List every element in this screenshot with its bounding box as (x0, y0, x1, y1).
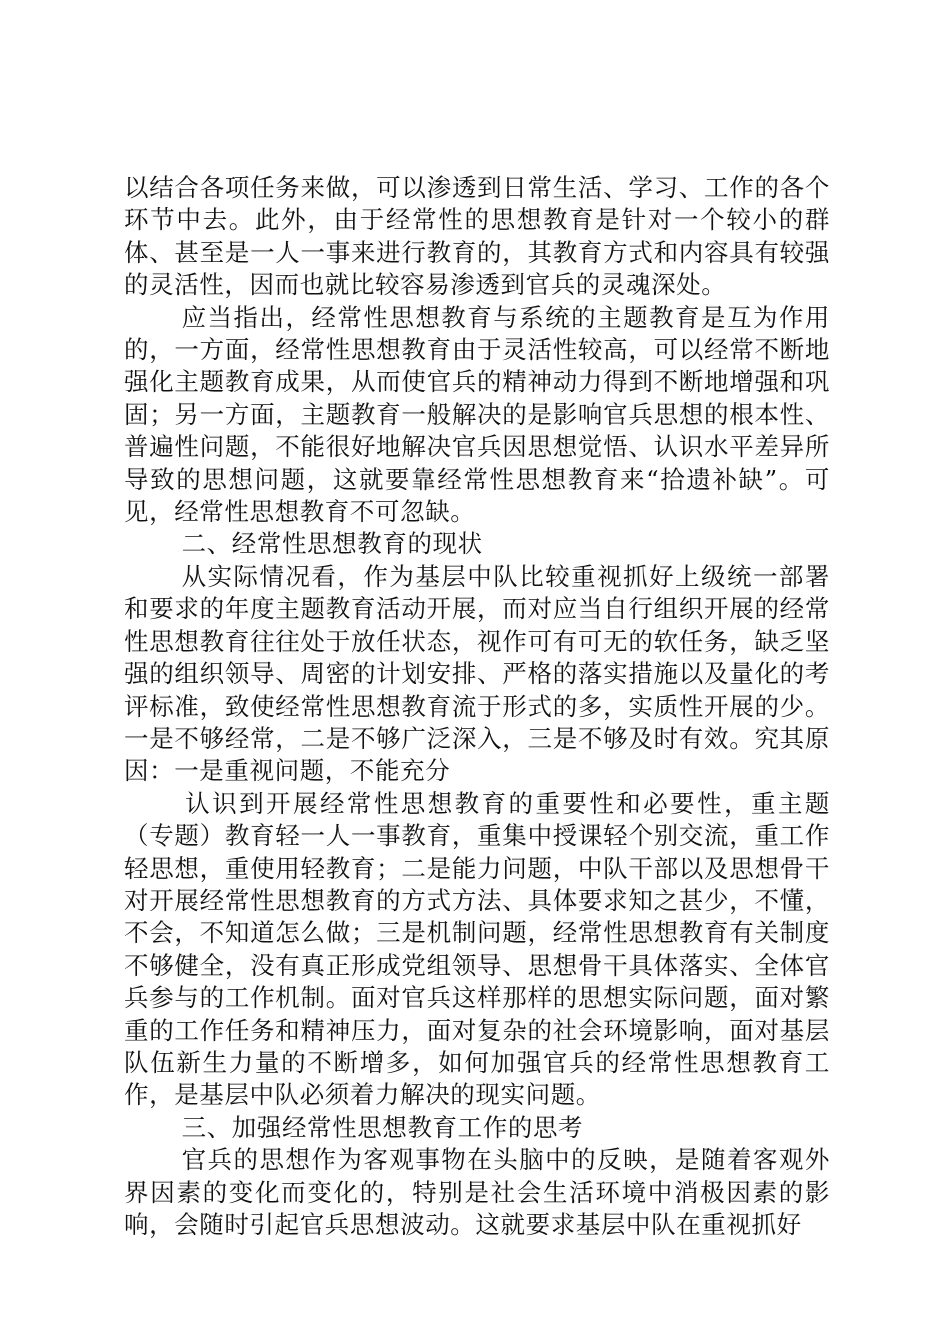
paragraph: 官兵的思想作为客观事物在头脑中的反映，是随着客观外界因素的变化而变化的，特别是社会生活环境中消极因素的影响，会随时引起官兵思想波动。这就要求基层中队在重视抓好 (124, 1145, 830, 1239)
paragraph-continuation: 以结合各项任务来做，可以渗透到日常生活、学习、工作的各个环节中去。此外，由于经常性的思想教育是针对一个较小的群体、甚至是一人一事来进行教育的，其教育方式和内容具有较强的灵活性，因而也就比较容易渗透到官兵的灵魂深处。 (124, 173, 830, 300)
document-body (124, 172, 830, 1241)
paragraph: 从实际情况看，作为基层中队比较重视抓好上级统一部署和要求的年度主题教育活动开展，而对应当自行组织开展的经常性思想教育往往处于放任状态，视作可有可无的软任务，缺乏坚强的组织领导、周密的计划安排、严格的落实措施以及量化的考评标准，致使经常性思想教育流于形式的多，实质性开展的少。一是不够经常，二是不够广泛深入，三是不够及时有效。究其原因：一是重视问题，不能充分 (124, 561, 830, 786)
section-heading: 二、经常性思想教育的现状 (181, 529, 483, 559)
paragraph: 应当指出，经常性思想教育与系统的主题教育是互为作用的，一方面，经常性思想教育由于灵活性较高，可以经常不断地强化主题教育成果，从而使官兵的精神动力得到不断地增强和巩固；另一方面，主题教育一般解决的是影响官兵思想的根本性、普遍性问题，不能很好地解决官兵因思想觉悟、认识水平差异所导致的思想问题，这就要靠经常性思想教育来“拾遗补缺”。可见，经常性思想教育不可忽缺。 (124, 302, 830, 527)
section-heading: 三、加强经常性思想教育工作的思考 (181, 1112, 584, 1142)
paragraph: 认识到开展经常性思想教育的重要性和必要性，重主题（专题）教育轻一人一事教育，重集中授课轻个别交流，重工作轻思想，重使用轻教育；二是能力问题，中队干部以及思想骨干对开展经常性思想教育的方式方法、具体要求知之甚少，不懂，不会，不知道怎么做；三是机制问题，经常性思想教育有关制度不够健全，没有真正形成党组领导、思想骨干具体落实、全体官兵参与的工作机制。面对官兵这样那样的思想实际问题，面对繁重的工作任务和精神压力，面对复杂的社会环境影响，面对基层队伍新生力量的不断增多，如何加强官兵的经常性思想教育工作，是基层中队必须着力解决的现实问题。 (124, 788, 830, 1110)
